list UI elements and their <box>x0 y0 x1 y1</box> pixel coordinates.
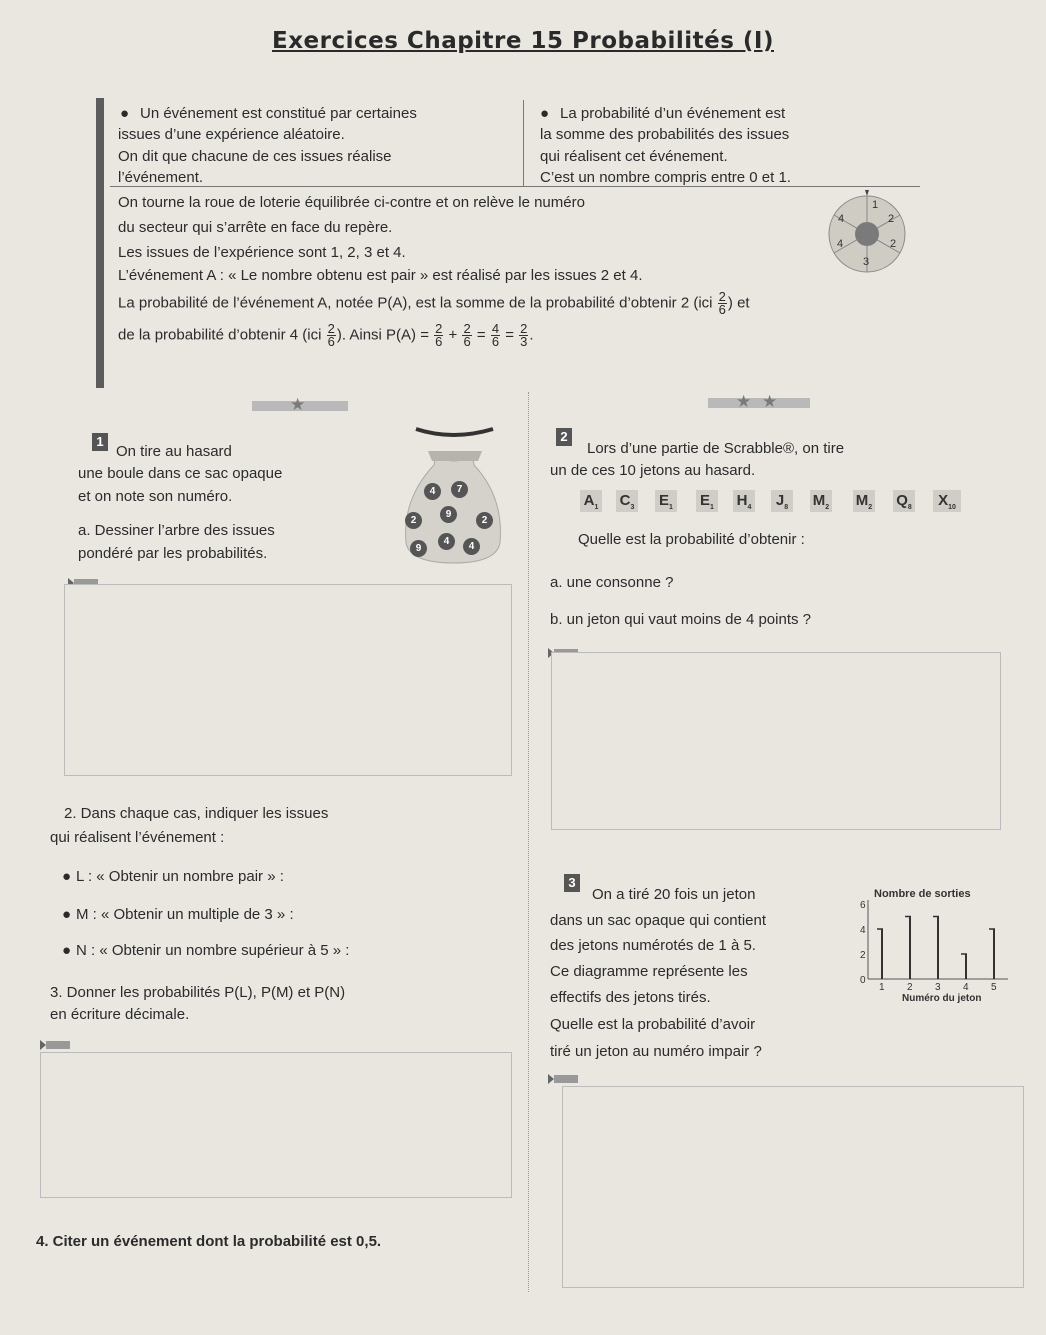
wheel-number: 4 <box>837 238 844 250</box>
ball: 9 <box>440 506 457 523</box>
ex1-q3: en écriture décimale. <box>50 1006 190 1023</box>
ex3-text: tiré un jeton au numéro impair ? <box>550 1043 762 1060</box>
ex1-intro: On tire au hasard <box>116 443 232 460</box>
cours-right-line: C’est un nombre compris entre 0 et 1. <box>540 169 791 186</box>
ex1-intro: et on note son numéro. <box>78 488 233 505</box>
ball: 9 <box>410 540 427 557</box>
pencil-icon <box>40 1038 70 1052</box>
fraction-4-6: $\frac{4}{6}$ <box>491 321 500 349</box>
chart-x-tick-label: 5 <box>991 982 997 993</box>
exercise-badge: 2 <box>556 428 572 446</box>
cours-right-line: La probabilité d’un événement est <box>560 105 786 122</box>
chart-y-tick-label: 4 <box>860 925 866 936</box>
chart-x-tick-label: 3 <box>935 982 941 993</box>
bullet: ● <box>62 868 72 885</box>
answer-box-probabilities[interactable] <box>40 1052 512 1198</box>
ex2-question: Quelle est la probabilité d’obtenir : <box>578 531 805 548</box>
wheel-number: 1 <box>872 199 879 211</box>
ex1-q3: 3. Donner les probabilités P(L), P(M) et P(N) <box>50 984 346 1001</box>
scrabble-token: $C_3$ <box>616 490 638 512</box>
event-M: M : « Obtenir un multiple de 3 » : <box>76 906 294 923</box>
scrabble-token: $A_1$ <box>580 490 602 512</box>
ex3-text: dans un sac opaque qui contient <box>550 912 766 929</box>
lottery-wheel <box>812 187 922 275</box>
ex2-question-a: a. une consonne ? <box>550 574 674 591</box>
sorties-chart <box>848 882 1024 1004</box>
difficulty-two-stars <box>708 392 810 411</box>
ex1-q2: qui réalisent l’événement : <box>50 829 225 846</box>
scrabble-token: $M_2$ <box>853 490 875 512</box>
ex1-q2: 2. Dans chaque cas, indiquer les issues <box>64 805 329 822</box>
wheel-number: 4 <box>838 213 845 225</box>
star-icon: ★ <box>762 392 778 411</box>
fraction-2-6: $\frac{2}{6}$ <box>327 321 335 349</box>
page-title: Exercices Chapitre 15 Probabilités (I) <box>272 28 774 54</box>
wheel-number: 2 <box>888 213 895 225</box>
cours-divider <box>523 100 524 186</box>
scrabble-token: $M_2$ <box>810 490 832 512</box>
cours-left-line: On dit que chacune de ces issues réalise <box>118 148 392 165</box>
ex3-text: des jetons numérotés de 1 à 5. <box>550 937 756 954</box>
ball: 4 <box>424 483 441 500</box>
cours-right-line: qui réalisent cet événement. <box>540 148 728 165</box>
ex2-intro: Lors d’une partie de Scrabble®, on tire <box>587 440 845 457</box>
scrabble-token: $E_1$ <box>696 490 718 512</box>
ex1-question-a: pondéré par les probabilités. <box>78 545 268 562</box>
exercise-badge: 1 <box>92 433 108 451</box>
cours-left-line: l’événement. <box>118 169 204 186</box>
cours-left-line: issues d’une expérience aléatoire. <box>118 126 345 143</box>
scrabble-token: $H_4$ <box>733 490 755 512</box>
fraction-2-6: $\frac{2}{6}$ <box>463 321 471 349</box>
fraction-2-6: $\frac{2}{6}$ <box>718 289 726 317</box>
chart-x-tick-label: 4 <box>963 982 969 993</box>
answer-box-tree[interactable] <box>64 584 512 776</box>
star-icon: ★ <box>736 392 752 411</box>
star-icon: ★ <box>290 395 306 414</box>
cours-left-line: Un événement est constitué par certaines <box>140 105 417 122</box>
scrabble-token: $J_8$ <box>771 490 793 512</box>
wheel-number: 2 <box>890 238 897 250</box>
column-divider <box>528 392 529 1292</box>
chart-y-tick-label: 2 <box>860 950 866 961</box>
bullet: ● <box>62 942 72 959</box>
scrabble-token: $E_1$ <box>655 490 677 512</box>
ex3-text: effectifs des jetons tirés. <box>550 989 711 1006</box>
prob-line-2: de la probabilité d’obtenir 4 (ici $\frac{2}{6}$ ). Ainsi P(A) = $\frac{2}{6}$ + $\frac{2}{6}$ = $\frac{4}{6}$ = $\frac{2}{3}$ . <box>118 321 534 349</box>
scrabble-token: $Q_8$ <box>893 490 915 512</box>
ex1-intro: une boule dans ce sac opaque <box>78 465 283 482</box>
wheel-marker-icon <box>865 190 869 196</box>
prob-line-1-end: ) et <box>727 294 750 312</box>
ex3-text: Quelle est la probabilité d’avoir <box>550 1016 756 1033</box>
ball: 2 <box>405 512 422 529</box>
answer-box-scrabble[interactable] <box>551 652 1001 830</box>
ex1-q4: 4. Citer un événement dont la probabilité est 0,5. <box>36 1233 382 1250</box>
example-line: On tourne la roue de loterie équilibrée ci-contre et on relève le numéro <box>118 194 585 211</box>
fraction-2-6: $\frac{2}{6}$ <box>435 321 443 349</box>
ex1-question-a: a. Dessiner l’arbre des issues <box>78 522 275 539</box>
scrabble-token: $X_{10}$ <box>933 490 961 512</box>
answer-box-impair[interactable] <box>562 1086 1024 1288</box>
difficulty-one-star <box>252 395 348 414</box>
prob-line-1-text: La probabilité de l’événement A, notée P(A), est la somme de la probabilité d’obtenir 2 (ici <box>118 294 713 312</box>
ball: 2 <box>476 512 493 529</box>
cours-left-bullet: ● <box>120 105 130 122</box>
ball: 7 <box>451 481 468 498</box>
wheel-number: 3 <box>863 256 870 268</box>
ball: 4 <box>463 538 480 555</box>
prob-line-2-text: de la probabilité d’obtenir 4 (ici <box>118 326 322 344</box>
event-N: N : « Obtenir un nombre supérieur à 5 » : <box>76 942 350 959</box>
chart-y-tick-label: 6 <box>860 900 866 911</box>
chart-x-tick-label: 2 <box>907 982 913 993</box>
prob-line-2-mid: ). Ainsi P(A) = <box>336 326 429 344</box>
chart-y-tick-label: 0 <box>860 975 866 986</box>
pencil-icon <box>548 1072 578 1086</box>
cours-separator <box>110 186 920 187</box>
chart-title: Nombre de sorties <box>874 888 971 900</box>
ex3-text: Ce diagramme représente les <box>550 963 748 980</box>
cours-bar <box>96 98 104 388</box>
example-line: du secteur qui s’arrête en face du repère. <box>118 219 393 236</box>
fraction-2-3: $\frac{2}{3}$ <box>520 321 528 349</box>
cours-right-bullet: ● <box>540 105 550 122</box>
event-L: L : « Obtenir un nombre pair » : <box>76 868 284 885</box>
example-line: L’événement A : « Le nombre obtenu est pair » est réalisé par les issues 2 et 4. <box>118 267 643 284</box>
bullet: ● <box>62 906 72 923</box>
ex2-intro: un de ces 10 jetons au hasard. <box>550 462 756 479</box>
ball: 4 <box>438 533 455 550</box>
cours-right-line: la somme des probabilités des issues <box>540 126 790 143</box>
prob-line-1 <box>118 291 750 316</box>
exercise-badge: 3 <box>564 874 580 892</box>
chart-x-tick-label: 1 <box>879 982 885 993</box>
example-line: Les issues de l’expérience sont 1, 2, 3 et 4. <box>118 244 406 261</box>
ex2-question-b: b. un jeton qui vaut moins de 4 points ? <box>550 611 812 628</box>
ex3-text: On a tiré 20 fois un jeton <box>592 886 756 903</box>
chart-xlabel: Numéro du jeton <box>902 993 982 1004</box>
